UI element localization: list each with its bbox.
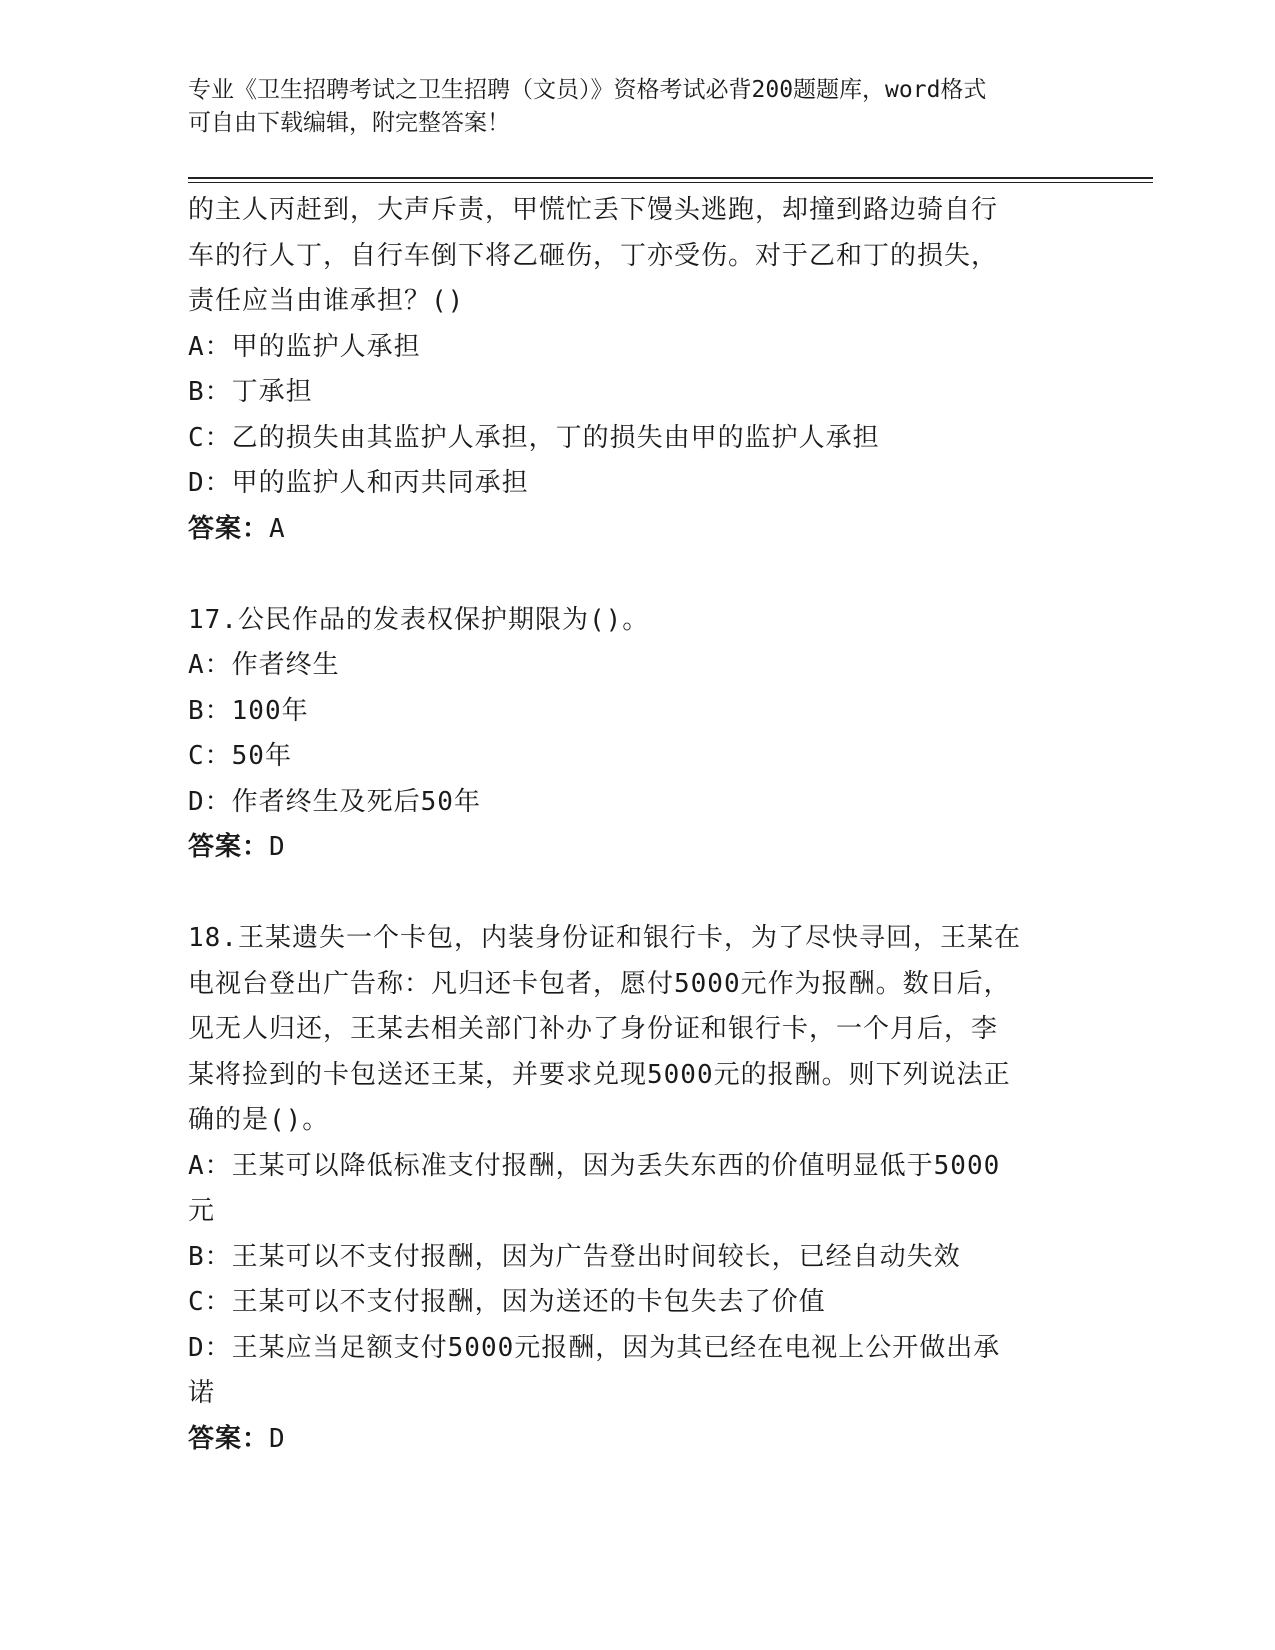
option-b: B：丁承担 [188, 377, 313, 407]
option-a: A：王某可以降低标准支付报酬，因为丢失东西的价值明显低于5000 [188, 1150, 1001, 1181]
answer-value: D [269, 832, 286, 862]
question-stem-line: 的主人丙赶到，大声斥责，甲慌忙丢下馒头逃跑，却撞到路边骑自行 [188, 195, 999, 225]
question-stem-line: 某将捡到的卡包送还王某，并要求兑现5000元的报酬。则下列说法正 [188, 1059, 1011, 1090]
answer-label: 答案： [188, 513, 270, 544]
question-stem-line: 责任应当由谁承担？() [188, 286, 465, 316]
answer-value: D [269, 1423, 286, 1454]
question-stem-line: 车的行人丁，自行车倒下将乙砸伤，丁亦受伤。对于乙和丁的损失， [188, 240, 999, 271]
option-a: A：甲的监护人承担 [188, 331, 421, 362]
header-line-1: 专业《卫生招聘考试之卫生招聘（文员）》资格考试必背200题题库，word格式 [188, 77, 987, 103]
option-d: D：甲的监护人和丙共同承担 [188, 468, 529, 498]
option-a-continued: 元 [188, 1196, 216, 1226]
question-spacer [188, 552, 1068, 598]
question-stem-line: 确的是()。 [188, 1105, 330, 1135]
header-divider-thick [188, 177, 1153, 179]
question-17 [188, 598, 1068, 871]
question-stem-line: 18.王某遗失一个卡包，内装身份证和银行卡，为了尽快寻回，王某在 [188, 923, 1021, 953]
question-16 [188, 188, 1068, 552]
question-18 [188, 916, 1068, 1462]
answer-line [188, 1417, 1068, 1463]
question-stem-line: 见无人归还，王某去相关部门补办了身份证和银行卡，一个月后，李 [188, 1014, 999, 1044]
option-b: B：100年 [188, 695, 309, 726]
answer-label: 答案： [188, 832, 270, 862]
document-header [188, 74, 1068, 140]
question-stem-line: 电视台登出广告称：凡归还卡包者，愿付5000元作为报酬。数日后， [188, 968, 1011, 999]
option-c: C：乙的损失由其监护人承担，丁的损失由甲的监护人承担 [188, 422, 880, 453]
option-b: B：王某可以不支付报酬，因为广告登出时间较长，已经自动失效 [188, 1241, 961, 1272]
document-body [188, 188, 1068, 1462]
option-a: A：作者终生 [188, 650, 340, 680]
option-d-continued: 诺 [188, 1378, 216, 1408]
header-divider-thin [188, 182, 1153, 183]
header-line-2: 可自由下载编辑，附完整答案！ [188, 110, 510, 136]
option-d: D：作者终生及死后50年 [188, 786, 481, 817]
option-c: C：50年 [188, 741, 292, 771]
answer-line [188, 507, 1068, 553]
question-spacer [188, 871, 1068, 917]
answer-label: 答案： [188, 1423, 270, 1454]
option-c: C：王某可以不支付报酬，因为送还的卡包失去了价值 [188, 1287, 826, 1317]
answer-line [188, 825, 1068, 871]
answer-value: A [269, 513, 286, 544]
question-stem-line: 17.公民作品的发表权保护期限为()。 [188, 604, 650, 635]
option-d: D：王某应当足额支付5000元报酬，因为其已经在电视上公开做出承 [188, 1332, 1001, 1363]
